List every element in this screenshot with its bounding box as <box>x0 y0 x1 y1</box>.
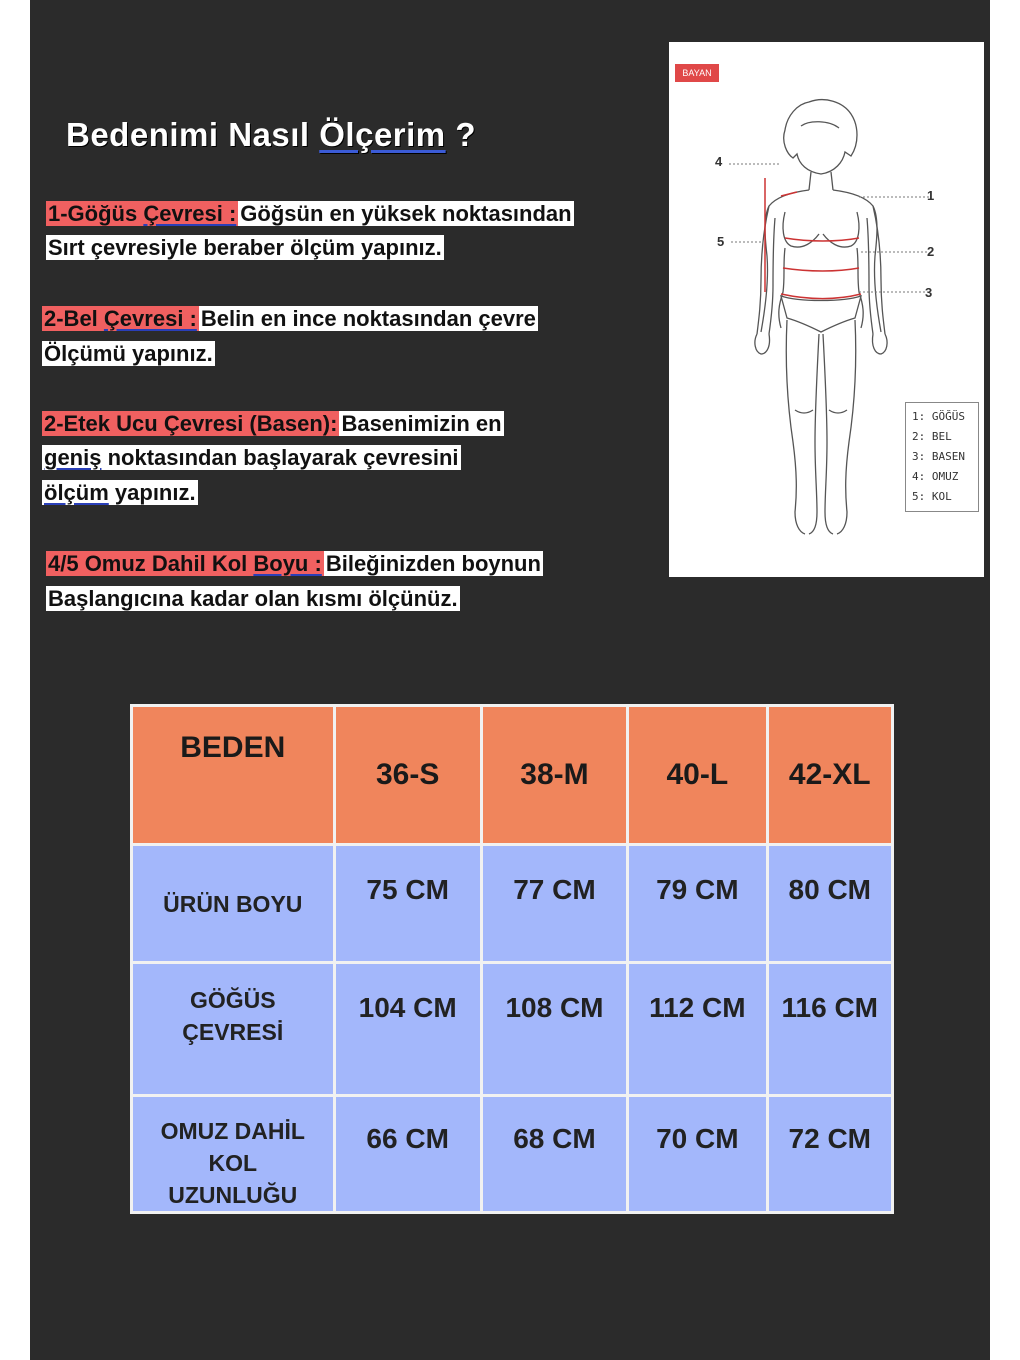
marker-5: 5 <box>717 234 725 249</box>
table-cell: 68 CM <box>481 1096 627 1213</box>
size-chart-table <box>130 704 894 1214</box>
marker-3: 3 <box>925 285 933 300</box>
table-row <box>132 963 893 1096</box>
header-size: 36-S <box>334 706 481 845</box>
table-cell: 80 CM <box>767 845 893 963</box>
kol-text: Bileğinizden boynun <box>325 551 541 576</box>
bel-label: 2-Bel Çevresi : <box>44 306 197 331</box>
table-cell: 75 CM <box>334 845 481 963</box>
row-label: OMUZ DAHİL KOL UZUNLUĞU <box>132 1096 335 1213</box>
table-cell: 104 CM <box>334 963 481 1096</box>
basen-text: Basenimizin en <box>341 411 502 436</box>
kol-instruction-line-1 <box>46 549 543 579</box>
table-row <box>132 1096 893 1213</box>
basen-instruction-line-2: geniş noktasından başlayarak çevresini <box>44 445 459 470</box>
table-cell: 70 CM <box>628 1096 767 1213</box>
header-size: 38-M <box>481 706 627 845</box>
basen-label: 2-Etek Ucu Çevresi (Basen): <box>44 411 338 436</box>
gogus-instruction-line-1 <box>46 199 574 229</box>
kol-instruction-line-2: Başlangıcına kadar olan kısmı ölçünüz. <box>48 586 458 611</box>
marker-4: 4 <box>715 154 723 169</box>
marker-1: 1 <box>927 188 935 203</box>
table-cell: 66 CM <box>334 1096 481 1213</box>
gogus-label: 1-Göğüs Çevresi : <box>48 201 237 226</box>
kol-label: 4/5 Omuz Dahil Kol Boyu : <box>48 551 322 576</box>
table-cell: 79 CM <box>628 845 767 963</box>
table-cell: 72 CM <box>767 1096 893 1213</box>
marker-2: 2 <box>927 244 935 259</box>
table-cell: 116 CM <box>767 963 893 1096</box>
gogus-text: Göğsün en yüksek noktasından <box>240 201 572 226</box>
row-label: GÖĞÜS ÇEVRESİ <box>132 963 335 1096</box>
header-size: 42-XL <box>767 706 893 845</box>
body-measurement-figure <box>669 42 984 577</box>
bel-instruction-line-1 <box>42 304 538 334</box>
table-header-row <box>132 706 893 845</box>
table-cell: 108 CM <box>481 963 627 1096</box>
row-label: ÜRÜN BOYU <box>132 845 335 963</box>
header-beden: BEDEN <box>132 706 335 845</box>
figure-tag: BAYAN <box>675 64 719 82</box>
basen-instruction-line-1 <box>42 409 504 439</box>
bel-instruction-line-2: Ölçümü yapınız. <box>44 341 213 366</box>
bel-text: Belin en ince noktasından çevre <box>200 306 536 331</box>
page-title: Bedenimi Nasıl Ölçerim ? <box>66 116 476 153</box>
basen-instruction-line-3: ölçüm yapınız. <box>44 480 196 505</box>
figure-legend: 1: GÖĞÜS 2: BEL 3: BASEN 4: OMUZ 5: KOL <box>905 402 979 512</box>
table-cell: 112 CM <box>628 963 767 1096</box>
header-size: 40-L <box>628 706 767 845</box>
table-cell: 77 CM <box>481 845 627 963</box>
table-row <box>132 845 893 963</box>
gogus-instruction-line-2: Sırt çevresiyle beraber ölçüm yapınız. <box>48 235 442 260</box>
